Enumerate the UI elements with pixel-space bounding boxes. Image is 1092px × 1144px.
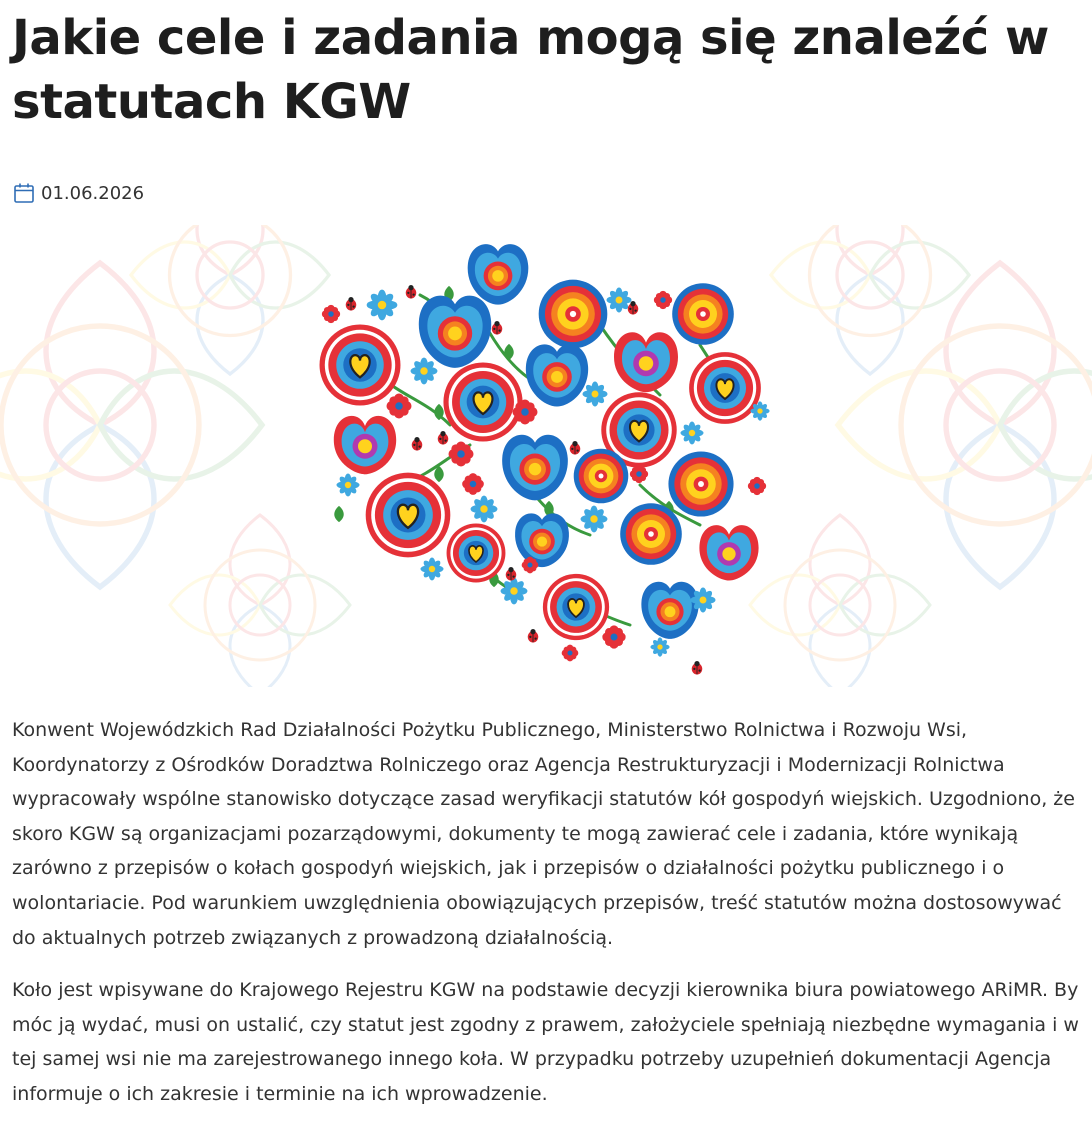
hero-image (0, 225, 1092, 687)
article-body (12, 713, 1084, 1130)
article-title: Jakie cele i zadania mogą się znaleźć w statutach KGW (12, 10, 1049, 130)
article-date (13, 181, 144, 205)
date-text: 01.06.2026 (41, 182, 145, 204)
paragraph-2: Koło jest wpisywane do Krajowego Rejestru KGW na podstawie decyzji kierownika biura powiatowego ARiMR. By móc ją wydać, musi on ustalić, czy statut jest zgodny z prawem, założyciele spełniają niezbędne wymagania i w tej samej wsi nie ma zarejestrowanego innego koła. W przypadku potrzeby uzupełnień dokumentacji Agencja informuje o ich zakresie i terminie na ich wprowadzenie. (12, 979, 1079, 1105)
calendar-icon (13, 182, 35, 204)
paragraph-1: Konwent Wojewódzkich Rad Działalności Pożytku Publicznego, Ministerstwo Rolnictwa i Rozwoju Wsi, Koordynatorzy z Ośrodków Doradztwa Rolniczego oraz Agencja Restrukturyzacji i Modernizacji Rolnictwa wypracowały wspólne stanowisko dotyczące zasad weryfikacji statutów kół gospodyń wiejskich. Uzgodniono, że skoro KGW są organizacjami pozarządowymi, dokumenty te mogą zawierać cele i zadania, które wynikają zarówno z przepisów o kołach gospodyń wiejskich, jak i przepisów o działalności pożytku publicznego i o wolontariacie. Pod warunkiem uwzględnienia obowiązujących przepisów, treść statutów można dostosowywać do aktualnych potrzeb związanych z prowadzoną działalnością. (12, 719, 1075, 949)
